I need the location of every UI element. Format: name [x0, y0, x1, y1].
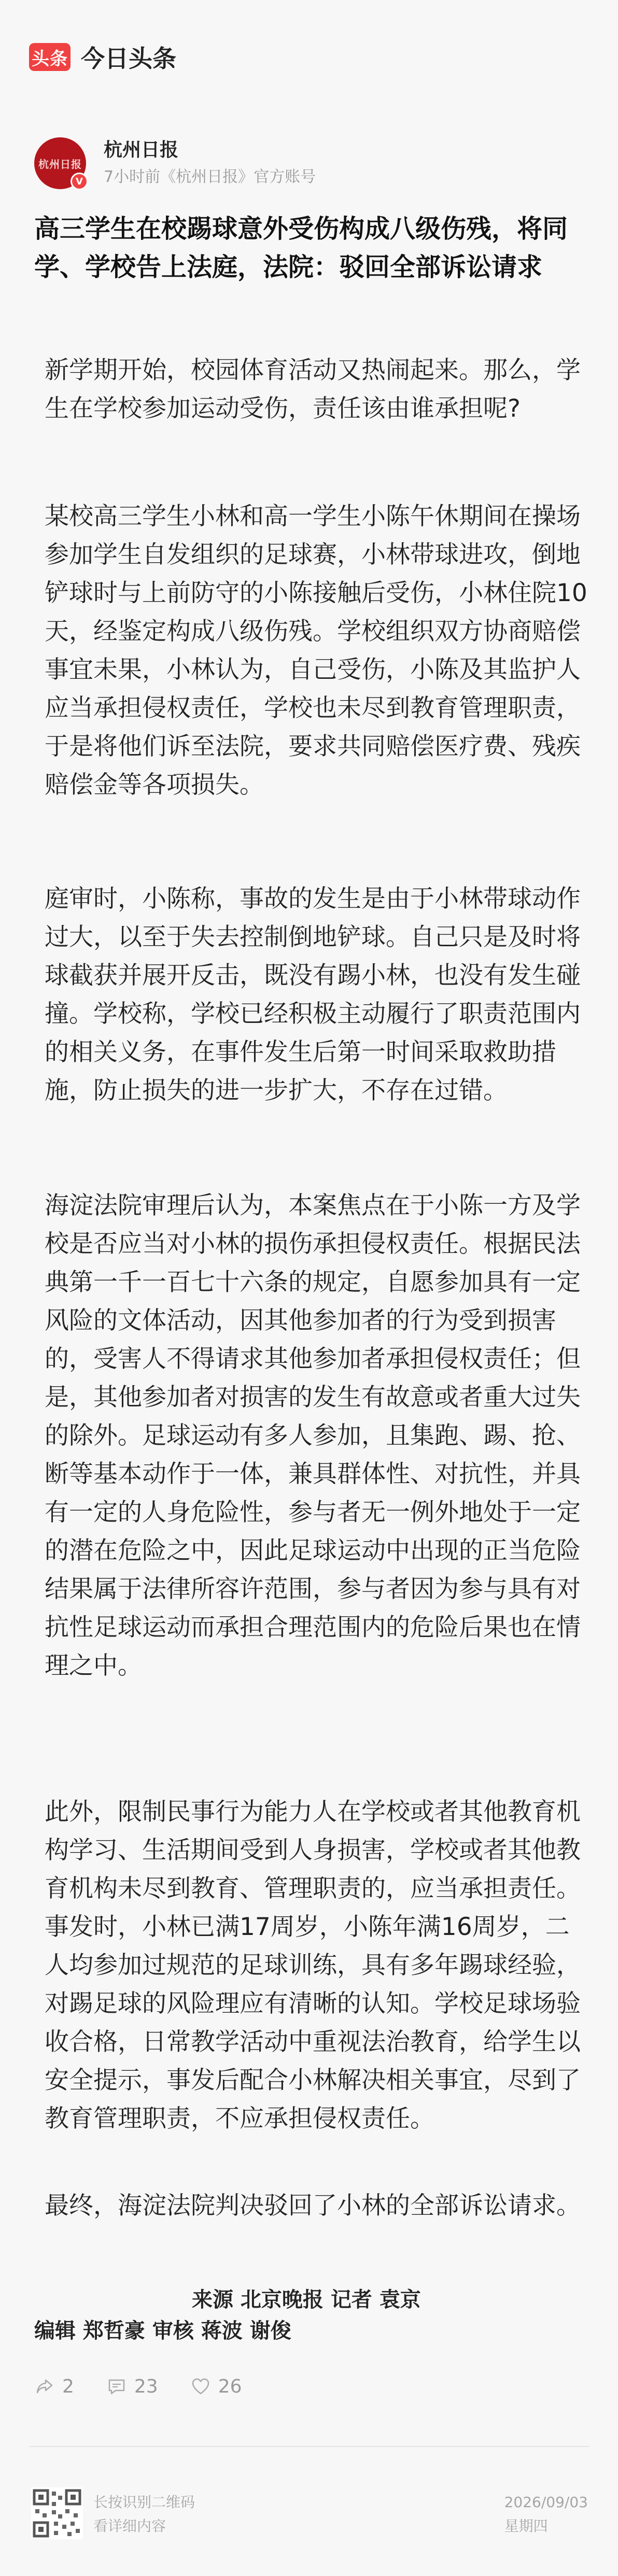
like-button[interactable] [190, 2376, 242, 2397]
app-name: 今日头条 [81, 45, 176, 73]
qr-code[interactable] [31, 2487, 83, 2539]
comment-count: 23 [134, 2375, 158, 2397]
credit-editors: 编辑 郑哲豪 审核 蒋波 谢俊 [34, 2319, 291, 2343]
weekday-text: 星期四 [504, 2517, 548, 2535]
verified-icon: V [71, 173, 88, 190]
qr-hint-line-1: 长按识别二维码 [93, 2494, 195, 2511]
comment-icon [106, 2376, 127, 2397]
article-paragraph: 此外，限制民事行为能力人在学校或者其他教育机构学习、生活期间受到人身损害，学校或者其他教育机构未尽到教育、管理职责的，应当承担责任。事发时，小林已满17周岁，小陈年满16周岁，二人均参加过规范的足球训练，具有多年踢球经验，对踢足球的风险理应有清晰的认知。学校足球场验收合格，日常教学活动中重视法治教育，给学生以安全提示，事发后配合小林解决相关事宜，尽到了教育管理职责，不应承担侵权责任。 [45, 1798, 581, 2133]
share-icon [34, 2376, 55, 2397]
article-paragraph: 庭审时，小陈称，事故的发生是由于小林带球动作过大，以至于失去控制倒地铲球。自己只是及时将球截获并展开反击，既没有踢小林，也没有发生碰撞。学校称，学校已经积极主动履行了职责范围内的相关义务，在事件发生后第一时间采取救助措施，防止损失的进一步扩大，不存在过错。 [45, 885, 581, 1105]
comment-button[interactable] [106, 2376, 158, 2397]
avatar-text: 杭州日报 [38, 158, 82, 170]
heart-icon [190, 2376, 211, 2397]
app-header [29, 39, 176, 75]
share-button[interactable] [34, 2376, 74, 2397]
credit-source: 来源 北京晚报 记者 袁京 [192, 2288, 421, 2312]
like-count: 26 [218, 2375, 242, 2397]
article-paragraph: 最终，海淀法院判决驳回了小林的全部诉讼请求。 [45, 2191, 581, 2220]
qr-hint-line-2: 看详细内容 [93, 2517, 166, 2535]
source-name[interactable]: 杭州日报 [104, 139, 179, 161]
source-header[interactable] [34, 135, 316, 192]
avatar[interactable] [34, 137, 86, 189]
toutiao-logo: 头条 [29, 43, 71, 71]
share-count: 2 [62, 2375, 74, 2397]
article-title: 高三学生在校踢球意外受伤构成八级伤残，将同学、学校告上法庭，法院：驳回全部诉讼请求 [34, 214, 568, 282]
action-bar [34, 2368, 274, 2404]
date-text: 2026/09/03 [504, 2494, 588, 2511]
footer-date [504, 2490, 588, 2538]
source-meta: 7小时前《杭州日报》官方账号 [104, 168, 316, 186]
article-paragraph: 新学期开始，校园体育活动又热闹起来。那么，学生在学校参加运动受伤，责任该由谁承担呢? [45, 356, 581, 423]
article-paragraph: 海淀法院审理后认为，本案焦点在于小陈一方及学校是否应当对小林的损伤承担侵权责任。根据民法典第一千一百七十六条的规定，自愿参加具有一定风险的文体活动，因其他参加者的行为受到损害的，受害人不得请求其他参加者承担侵权责任；但是，其他参加者对损害的发生有故意或者重大过失的除外。足球运动有多人参加，且集跑、踢、抢、断等基本动作于一体，兼具群体性、对抗性，并具有一定的人身危险性，参与者无一例外地处于一定的潜在危险之中，因此足球运动中出现的正当危险结果属于法律所容许范围，参与者因为参与具有对抗性足球运动而承担合理范围内的危险后果也在情理之中。 [45, 1191, 581, 1680]
footer-divider [29, 2446, 589, 2447]
article-paragraph: 某校高三学生小林和高一学生小陈午休期间在操场参加学生自发组织的足球赛，小林带球进攻，倒地铲球时与上前防守的小陈接触后受伤，小林住院10天，经鉴定构成八级伤残。学校组织双方协商赔偿事宜未果，小林认为，自己受伤，小陈及其监护人应当承担侵权责任，学校也未尽到教育管理职责，于是将他们诉至法院，要求共同赔偿医疗费、残疾赔偿金等各项损失。 [45, 502, 587, 799]
qr-hint [93, 2490, 195, 2538]
